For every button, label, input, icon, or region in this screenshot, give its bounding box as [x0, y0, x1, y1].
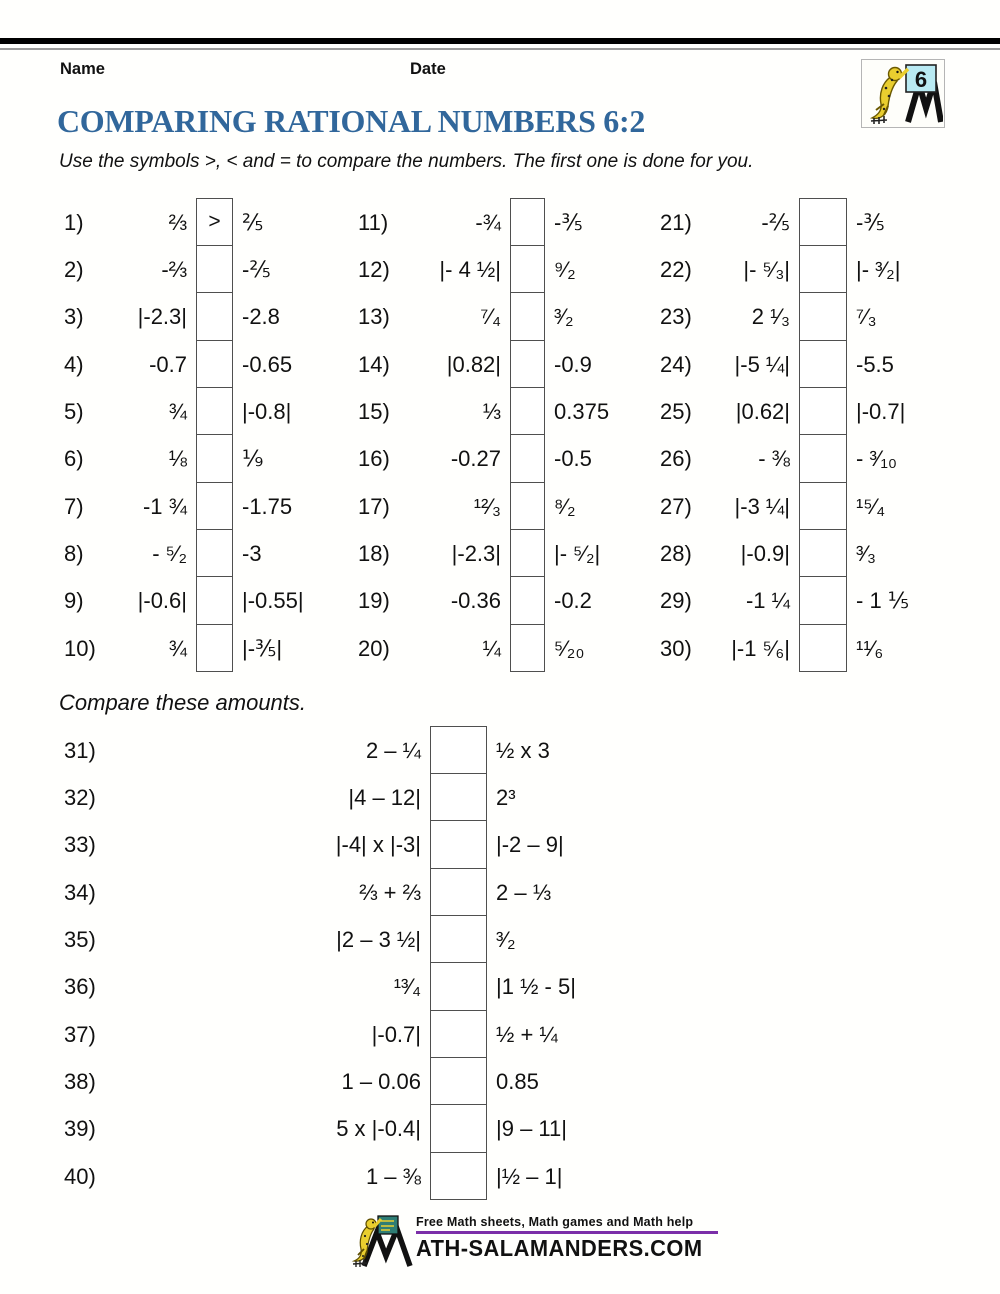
problem-row	[64, 625, 364, 672]
problem-number: 30)	[660, 635, 692, 661]
right-value: - ³⁄₁₀	[856, 446, 897, 472]
answer-box[interactable]	[196, 482, 233, 531]
right-value: 2 – ⅓	[496, 879, 552, 905]
instruction-text: Use the symbols >, < and = to compare the numbers. The first one is done for you.	[59, 151, 754, 172]
right-value: ⁹⁄₂	[554, 257, 576, 283]
problem-number: 19)	[358, 588, 390, 614]
left-value: ¾	[168, 635, 187, 661]
right-value: |- ³⁄₂|	[856, 257, 901, 283]
right-value: -3	[242, 541, 262, 567]
answer-box[interactable]	[430, 1152, 487, 1201]
right-value: ³⁄₃	[856, 541, 876, 567]
right-value: |-0.55|	[242, 588, 304, 614]
answer-box[interactable]	[799, 624, 847, 673]
answer-box[interactable]	[430, 773, 487, 822]
problem-number: 14)	[358, 351, 390, 377]
answer-box[interactable]	[430, 1104, 487, 1153]
left-value: -0.27	[450, 446, 501, 472]
problem-row	[660, 483, 998, 530]
answer-box[interactable]	[430, 868, 487, 917]
right-value: |1 ½ - 5|	[496, 974, 576, 1000]
left-value: |-2.3|	[451, 541, 501, 567]
problem-number: 10)	[64, 635, 96, 661]
problems-column-2	[358, 199, 664, 672]
right-value: -⅗	[856, 209, 885, 235]
right-value: -⅖	[242, 257, 271, 283]
problem-row	[660, 530, 998, 577]
problem-row	[358, 388, 664, 435]
answer-box[interactable]	[799, 529, 847, 578]
left-value: - ⅜	[758, 446, 790, 472]
left-value: ⅔ + ⅔	[359, 879, 421, 905]
answer-box[interactable]	[196, 340, 233, 389]
problem-number: 13)	[358, 304, 390, 330]
page-title: COMPARING RATIONAL NUMBERS 6:2	[57, 103, 646, 139]
problem-row	[64, 388, 364, 435]
problem-number: 27)	[660, 493, 692, 519]
right-value: |-⅗|	[242, 635, 283, 661]
answer-box[interactable]	[510, 387, 545, 436]
right-value: |-0.7|	[856, 399, 906, 425]
problem-row	[64, 916, 684, 963]
problem-number: 7)	[64, 493, 84, 519]
left-value: |4 – 12|	[348, 785, 421, 811]
answer-box[interactable]	[799, 245, 847, 294]
left-value: |-0.6|	[137, 588, 187, 614]
problem-number: 1)	[64, 209, 84, 235]
problem-number: 25)	[660, 399, 692, 425]
left-value: -⅖	[761, 209, 790, 235]
problem-row	[64, 1153, 684, 1200]
answer-box[interactable]	[430, 726, 487, 775]
right-value: ³⁄₂	[496, 927, 516, 953]
left-value: |- ⁵⁄₃|	[743, 257, 790, 283]
answer-box[interactable]	[510, 245, 545, 294]
left-value: |-0.9|	[740, 541, 790, 567]
problem-row	[358, 294, 664, 341]
problem-row	[64, 727, 684, 774]
right-value: -⅗	[554, 209, 583, 235]
top-divider-line	[0, 48, 1000, 50]
answer-box[interactable]	[799, 576, 847, 625]
problem-number: 18)	[358, 541, 390, 567]
left-value: |-1 ⁵⁄₆|	[731, 635, 790, 661]
problem-row	[358, 199, 664, 246]
problem-row	[660, 388, 998, 435]
salamander-icon	[871, 68, 908, 125]
problem-number: 26)	[660, 446, 692, 472]
problem-row	[64, 246, 364, 293]
top-divider-bar	[0, 38, 1000, 44]
left-value: -1 ¾	[142, 493, 187, 519]
answer-box[interactable]	[510, 624, 545, 673]
left-value: ⅔	[168, 209, 187, 235]
problem-row	[358, 246, 664, 293]
problem-number: 15)	[358, 399, 390, 425]
left-value: ¹³⁄₄	[393, 974, 421, 1000]
problem-number: 40)	[64, 1163, 96, 1189]
problem-row	[660, 199, 998, 246]
footer-site-name: ATH-SALAMANDERS.COM	[416, 1235, 703, 1261]
problem-row	[358, 341, 664, 388]
right-value: ³⁄₂	[554, 304, 574, 330]
answer-box[interactable]	[196, 529, 233, 578]
problem-row	[64, 774, 684, 821]
answer-box[interactable]	[430, 962, 487, 1011]
right-value: - 1 ⅕	[856, 588, 910, 614]
answer-box[interactable]	[799, 482, 847, 531]
name-label: Name	[60, 60, 105, 78]
problem-row	[358, 625, 664, 672]
right-value: -0.2	[554, 588, 592, 614]
problem-number: 32)	[64, 785, 96, 811]
problem-number: 6)	[64, 446, 84, 472]
problem-row	[64, 1011, 684, 1058]
problem-row	[64, 483, 364, 530]
problem-row	[660, 341, 998, 388]
problem-row	[660, 294, 998, 341]
right-value: |- ⁵⁄₂|	[554, 541, 601, 567]
left-value: 2 – ¼	[365, 737, 421, 763]
compare-amounts-section	[64, 727, 684, 1200]
problem-row	[64, 436, 364, 483]
right-value: ½ + ¼	[496, 1021, 558, 1047]
problem-number: 5)	[64, 399, 84, 425]
answer-box[interactable]	[799, 434, 847, 483]
problem-row	[660, 436, 998, 483]
right-value: ⁷⁄₃	[856, 304, 877, 330]
answer-box[interactable]	[430, 820, 487, 869]
problem-number: 11)	[358, 209, 389, 235]
answer-box[interactable]	[799, 387, 847, 436]
answer-box[interactable]	[510, 529, 545, 578]
problem-number: 38)	[64, 1069, 96, 1095]
problem-number: 3)	[64, 304, 84, 330]
left-value: ⅓	[482, 399, 501, 425]
problem-row	[358, 578, 664, 625]
problem-number: 8)	[64, 541, 84, 567]
answer-box[interactable]	[510, 576, 545, 625]
answer-box[interactable]	[196, 292, 233, 341]
answer-box[interactable]	[799, 198, 847, 247]
problem-row	[660, 246, 998, 293]
problem-number: 20)	[358, 635, 390, 661]
left-value: -⅔	[161, 257, 187, 283]
left-value: -1 ¼	[745, 588, 790, 614]
problems-column-1	[64, 199, 364, 672]
right-value: ⁵⁄₂₀	[554, 635, 585, 661]
left-value: |-4| x |-3|	[335, 832, 421, 858]
footer-logo-icon	[350, 1214, 418, 1268]
problem-number: 35)	[64, 927, 96, 953]
problem-number: 28)	[660, 541, 692, 567]
left-value: ¾	[168, 399, 187, 425]
left-value: ⅛	[168, 446, 187, 472]
right-value: ⁸⁄₂	[554, 493, 576, 519]
problem-row	[64, 869, 684, 916]
right-value: ½ x 3	[496, 737, 550, 763]
left-value: |0.62|	[735, 399, 790, 425]
right-value: -0.9	[554, 351, 592, 377]
problem-row	[64, 294, 364, 341]
left-value: 1 – ⅜	[365, 1163, 421, 1189]
left-value: 1 – 0.06	[341, 1069, 421, 1095]
left-value: -0.7	[149, 351, 187, 377]
left-value: |-0.7|	[371, 1021, 421, 1047]
left-value: - ⁵⁄₂	[152, 541, 187, 567]
problem-number: 31)	[64, 737, 96, 763]
right-value: ¹¹⁄₆	[856, 635, 884, 661]
problem-row	[358, 436, 664, 483]
answer-box[interactable]	[196, 576, 233, 625]
problem-row	[358, 483, 664, 530]
left-value: |-3 ¼|	[734, 493, 790, 519]
left-value: ⁷⁄₄	[480, 304, 501, 330]
problem-number: 33)	[64, 832, 96, 858]
problem-row	[64, 199, 364, 246]
problem-number: 36)	[64, 974, 96, 1000]
right-value: ¹⁵⁄₄	[856, 493, 886, 519]
problem-number: 23)	[660, 304, 692, 330]
problem-row	[660, 578, 998, 625]
answer-box[interactable]	[510, 292, 545, 341]
right-value: |-0.8|	[242, 399, 292, 425]
footer-logo	[350, 1210, 718, 1268]
footer-tagline: Free Math sheets, Math games and Math help	[416, 1215, 694, 1229]
right-value: -0.5	[554, 446, 592, 472]
problem-row	[64, 530, 364, 577]
problem-row	[358, 530, 664, 577]
right-value: -1.75	[242, 493, 293, 519]
answer-box[interactable]	[196, 624, 233, 673]
answer-box[interactable]	[510, 482, 545, 531]
problem-number: 16)	[358, 446, 390, 472]
section2-heading: Compare these amounts.	[59, 690, 307, 715]
left-value: |- 4 ½|	[439, 257, 501, 283]
problem-number: 34)	[64, 879, 96, 905]
answer-box[interactable]	[510, 198, 545, 247]
problem-number: 2)	[64, 257, 84, 283]
answer-box[interactable]	[196, 387, 233, 436]
answer-box[interactable]	[430, 1010, 487, 1059]
answer-box[interactable]	[196, 434, 233, 483]
badge-grade: 6	[914, 67, 928, 92]
right-value: |½ – 1|	[496, 1163, 563, 1189]
problems-column-3	[660, 199, 998, 672]
answer-box[interactable]	[799, 340, 847, 389]
answer-box[interactable]	[799, 292, 847, 341]
left-value: |0.82|	[446, 351, 501, 377]
problem-row	[64, 578, 364, 625]
left-value: |-2.3|	[137, 304, 187, 330]
problem-row	[64, 1058, 684, 1105]
answer-box[interactable]	[430, 915, 487, 964]
problem-number: 17)	[358, 493, 390, 519]
date-label: Date	[410, 60, 446, 78]
problem-number: 37)	[64, 1021, 96, 1047]
left-value: 2 ¹⁄₃	[751, 304, 790, 330]
right-value: -0.65	[242, 351, 293, 377]
problem-number: 21)	[660, 209, 692, 235]
problem-row	[64, 341, 364, 388]
problem-number: 9)	[64, 588, 84, 614]
left-value: |-5 ¼|	[734, 351, 790, 377]
problem-row	[64, 964, 684, 1011]
problem-row	[64, 1106, 684, 1153]
problem-number: 4)	[64, 351, 84, 377]
left-value: ¹²⁄₃	[473, 493, 501, 519]
footer-underline	[416, 1231, 718, 1234]
answer-box[interactable]: >	[196, 198, 233, 247]
right-value: 0.85	[496, 1069, 539, 1095]
right-value: |-2 – 9|	[496, 832, 564, 858]
left-value: 5 x |-0.4|	[336, 1116, 421, 1142]
problem-number: 39)	[64, 1116, 96, 1142]
problem-row	[660, 625, 998, 672]
right-value: |9 – 11|	[496, 1116, 567, 1142]
problem-number: 24)	[660, 351, 692, 377]
answer-box[interactable]	[510, 434, 545, 483]
grade-badge	[861, 59, 945, 128]
left-value: ¼	[482, 635, 501, 661]
left-value: -¾	[475, 209, 501, 235]
right-value: ⅖	[242, 209, 264, 235]
left-value: -0.36	[450, 588, 501, 614]
answer-box[interactable]	[196, 245, 233, 294]
problem-number: 22)	[660, 257, 692, 283]
answer-box[interactable]	[510, 340, 545, 389]
left-value: |2 – 3 ½|	[336, 927, 421, 953]
right-value: -2.8	[242, 304, 280, 330]
grade-badge-illustration	[862, 60, 943, 126]
right-value: -5.5	[856, 351, 894, 377]
right-value: ⅑	[242, 446, 264, 472]
right-value: 0.375	[554, 399, 610, 425]
problem-number: 29)	[660, 588, 692, 614]
problem-number: 12)	[358, 257, 390, 283]
right-value: 2³	[496, 785, 516, 811]
answer-box[interactable]	[430, 1057, 487, 1106]
problem-row	[64, 822, 684, 869]
